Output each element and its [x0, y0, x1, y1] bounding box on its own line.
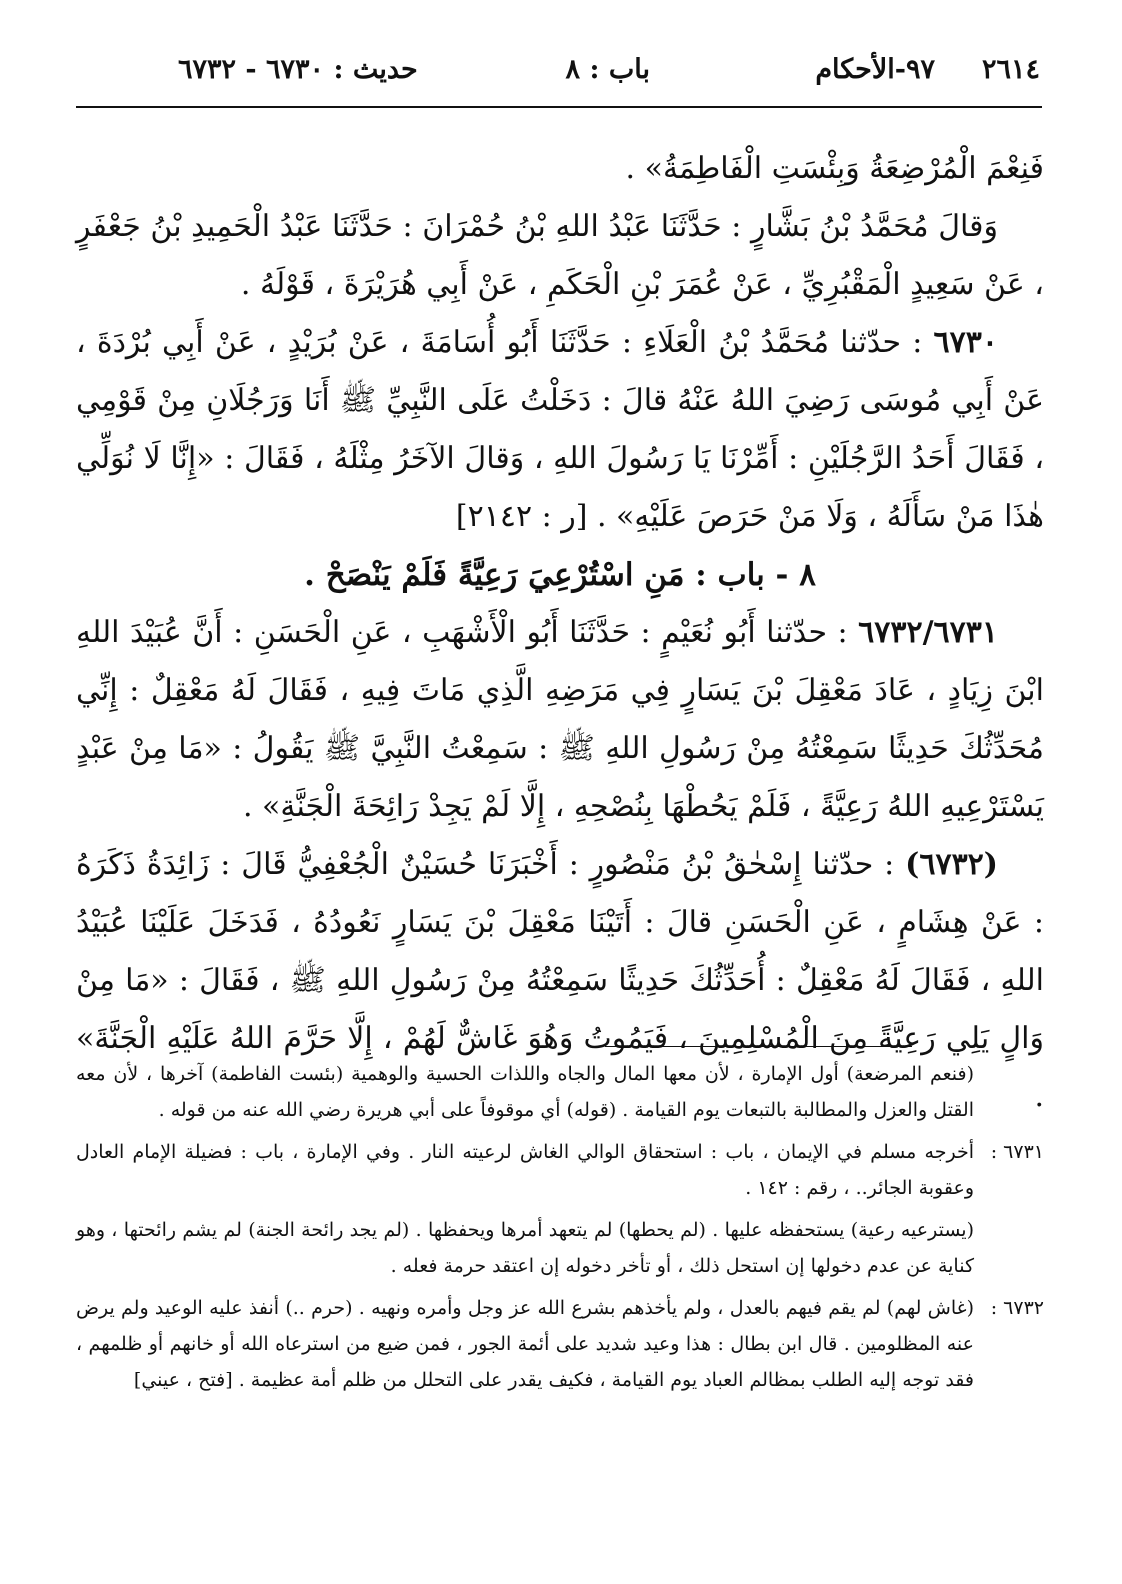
footnote-text: أخرجه مسلم في الإيمان ، باب : استحقاق الوالي الغاش لرعيته النار . وفي الإمارة ، باب : فضيلة الإمام العادل وعقوبة الجائر.. ، رقم : ١٤٢ .	[76, 1141, 974, 1199]
hadith-6730	[76, 314, 1044, 546]
paragraph-ending: فَنِعْمَ الْمُرْضِعَةُ وَبِئْسَتِ الْفَاطِمَةُ» .	[625, 151, 1044, 186]
main-text	[76, 140, 1044, 1126]
hadith-text: : حدّثنا أَبُو نُعَيْمٍ : حَدَّثَنَا أَبُو الْأَشْهَبِ ، عَنِ الْحَسَنِ : أَنَّ عُبَيْدَ اللهِ ابْنَ زِيَادٍ ، عَادَ مَعْقِلَ بْنَ يَسَارٍ فِي مَرَضِهِ الَّذِي مَاتَ فِيهِ ، فَقَالَ لَهُ مَعْقِلٌ : إِنِّي مُحَدِّثُكَ حَدِيثًا سَمِعْتُهُ مِنْ رَسُولِ اللهِ ﷺ : سَمِعْتُ النَّبِيَّ ﷺ يَقُولُ : «مَا مِنْ عَبْدٍ يَسْتَرْعِيهِ اللهُ رَعِيَّةً ، فَلَمْ يَحُطْهَا بِنُصْحِهِ ، إِلَّا لَمْ يَجِدْ رَائِحَةَ الْجَنَّةِ» .	[76, 615, 1044, 824]
footnote-label: ٦٧٣١ :	[990, 1141, 1044, 1163]
footnote-general: (فنعم المرضعة) أول الإمارة ، لأن معها المال والجاه واللذات الحسية والوهمية (بئست الفاطمة) آخرها ، لأن معه القتل والعزل والمطالبة بالتبعات يوم القيامة . (قوله) أي موقوفاً على أبي هريرة رضي الله عنه من قوله .	[76, 1063, 974, 1121]
hadith-number: ٦٧٣٢/٦٧٣١	[858, 615, 998, 650]
footnote-6731	[76, 1134, 1044, 1206]
footnote-text: (غاش لهم) لم يقم فيهم بالعدل ، ولم يأخذهم بشرع الله عز وجل وأمره ونهيه . (حرم ..) أنفذ عليه الوعيد ولم يرض عنه المظلومين . قال ابن بطال : هذا وعيد شديد على أئمة الجور ، فمن ضيع من استرعاه الله أو خانهم أو ظلمهم ، فقد توجه إليه الطلب بمظالم العباد يوم القيامة ، فكيف يقدر على التحلل من ظلم أمة عظيمة . [فتح ، عيني]	[76, 1297, 974, 1391]
footnotes	[76, 1056, 1044, 1404]
page-header	[178, 46, 1040, 98]
book-title: ٩٧-الأحكام	[815, 54, 935, 85]
footnote-label: ٦٧٣٢ :	[990, 1297, 1044, 1319]
hadith-text: : حدّثنا مُحَمَّدُ بْنُ الْعَلَاءِ : حَدَّثَنَا أَبُو أُسَامَةَ ، عَنْ بُرَيْدٍ ، عَنْ أَبِي بُرْدَةَ ، عَنْ أَبِي مُوسَى رَضِيَ اللهُ عَنْهُ قالَ : دَخَلْتُ عَلَى النَّبِيِّ ﷺ أَنَا وَرَجُلَانِ مِنْ قَوْمِي ، فَقَالَ أَحَدُ الرَّجُلَيْنِ : أَمِّرْنَا يَا رَسُولَ اللهِ ، وَقالَ الآخَرُ مِثْلَهُ ، فَقَالَ : «إِنَّا لَا نُوَلِّي هٰذَا مَنْ سَأَلَهُ ، وَلَا مَنْ حَرَصَ عَلَيْهِ» .	[76, 325, 1044, 534]
paragraph-muhammad-bashshar: وَقالَ مُحَمَّدُ بْنُ بَشَّارٍ : حَدَّثَنَا عَبْدُ اللهِ بْنُ حُمْرَانَ : حَدَّثَنَا عَبْدُ الْحَمِيدِ بْنُ جَعْفَرٍ ، عَنْ سَعِيدٍ الْمَقْبُرِيِّ ، عَنْ عُمَرَ بْنِ الْحَكَمِ ، عَنْ أَبِي هُرَيْرَةَ ، قَوْلَهُ .	[76, 209, 1044, 302]
header-divider	[76, 106, 1042, 108]
hadith-range: حديث : ٦٧٣٠ - ٦٧٣٢	[178, 54, 418, 85]
hadith-number: ٦٧٣٠	[933, 325, 998, 360]
chapter-heading: ٨ - باب : مَنِ اسْتُرْعِيَ رَعِيَّةً فَلَمْ يَنْصَحْ .	[304, 557, 816, 593]
footnote-divider	[605, 1046, 912, 1047]
cross-reference: [ر : ٢١٤٢]	[455, 499, 588, 534]
bab-number: باب : ٨	[565, 54, 650, 85]
footnote-6732	[76, 1290, 1044, 1398]
hadith-number: (٦٧٣٢)	[905, 847, 998, 882]
hadith-text: : حدّثنا إِسْحٰقُ بْنُ مَنْصُورٍ : أَخْبَرَنَا حُسَيْنٌ الْجُعْفِيُّ قَالَ : زَائِدَةُ ذَكَرَهُ : عَنْ هِشَامٍ ، عَنِ الْحَسَنِ قالَ : أَتَيْنَا مَعْقِلَ بْنَ يَسَارٍ نَعُودُهُ ، فَدَخَلَ عَلَيْنَا عُبَيْدُ اللهِ ، فَقَالَ لَهُ مَعْقِلٌ : أُحَدِّثُكَ حَدِيثًا سَمِعْتُهُ مِنْ رَسُولِ اللهِ ﷺ ، فَقَالَ : «مَا مِنْ وَالٍ يَلِي رَعِيَّةً مِنَ الْمُسْلِمِينَ ، فَيَمُوتُ وَهُوَ غَاشٌّ لَهُمْ ، إِلَّا حَرَّمَ اللهُ عَلَيْهِ الْجَنَّةَ» .	[76, 847, 1044, 1114]
page-number: ٢٦١٤	[981, 54, 1040, 85]
hadith-6731	[76, 604, 1044, 836]
footnote-6731-glossary: (يسترعيه رعية) يستحفظه عليها . (لم يحطها) لم يتعهد أمرها ويحفظها . (لم يجد رائحة الجنة) لم يشم رائحتها ، وهو كناية عن عدم دخولها إن استحل ذلك ، أو تأخر دخوله إن اعتقد حرمة فعله .	[76, 1219, 974, 1277]
